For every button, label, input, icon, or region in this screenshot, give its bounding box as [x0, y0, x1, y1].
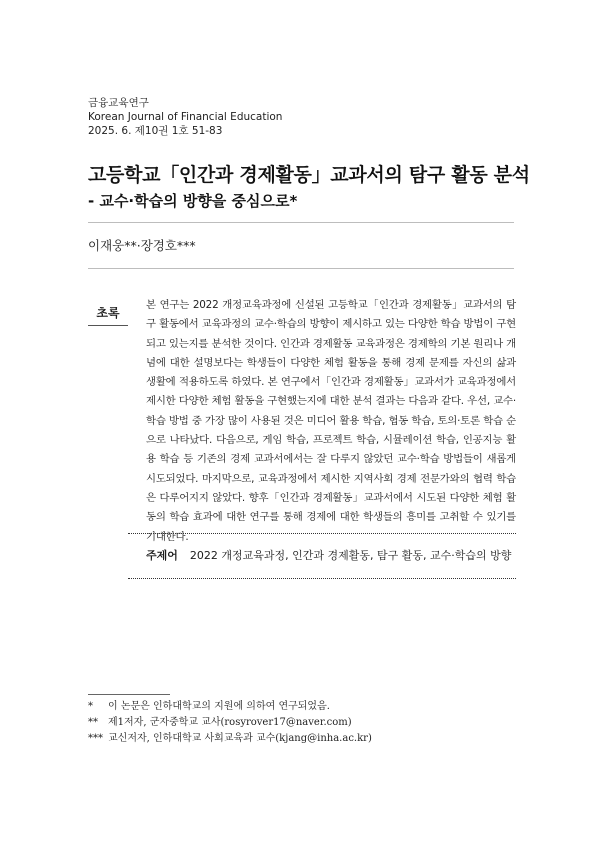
keywords-label: 주제어 [146, 549, 178, 562]
footnote-mark: * [88, 701, 93, 712]
journal-english-name: Korean Journal of Financial Education [88, 111, 283, 123]
keywords [146, 547, 511, 563]
divider-authors [88, 268, 514, 269]
footnote-rule [88, 694, 170, 695]
footnote-mark: *** [88, 733, 103, 744]
footnotes [88, 699, 372, 747]
footnote-text: 제1저자, 군자중학교 교사(rosyrover17@naver.com) [108, 717, 352, 728]
abstract-label-underline [88, 325, 128, 326]
footnote-mark: ** [88, 717, 98, 728]
footnote-item [88, 699, 372, 715]
keywords-divider-bottom [128, 578, 516, 579]
divider-top [88, 222, 514, 223]
footnote-text: 교신저자, 인하대학교 사회교육과 교수(kjang@inha.ac.kr) [108, 733, 372, 744]
journal-header [88, 96, 282, 138]
footnote-text: 이 논문은 인하대학교의 지원에 의하여 연구되었음. [108, 701, 330, 712]
article-title: 고등학교「인간과 경제활동」교과서의 탐구 활동 분석 [88, 164, 530, 186]
keywords-divider-top [128, 533, 516, 534]
article-subtitle: - 교수·학습의 방향을 중심으로* [88, 192, 298, 210]
footnote-item [88, 731, 372, 747]
footnote-item [88, 715, 372, 731]
journal-korean-name: 금융교육연구 [88, 97, 149, 109]
keywords-text: 2022 개정교육과정, 인간과 경제활동, 탐구 활동, 교수·학습의 방향 [189, 549, 512, 562]
abstract-text: 본 연구는 2022 개정교육과정에 신설된 고등학교「인간과 경제활동」교과서의 탐구 활동에서 교육과정의 교수·학습의 방향이 제시하고 있는 다양한 학습 방법이 구현되고 있는지를 분석한 것이다. 인간과 경제활동 교육과정은 경제학의 기본 원리나 개념에 대한 설명보다는 학생들이 다양한 체험 활동을 통해 경제 문제를 자신의 삶과 생활에 적용하도록 하였다. 본 연구에서「인간과 경제활동」교과서가 교육과정에서 제시한 다양한 체험 활동을 구현했는지에 대한 분석 결과는 다음과 같다. 우선, 교수·학습 방법 중 가장 많이 사용된 것은 미디어 활용 학습, 협동 학습, 토의·토론 학습 순으로 나타났다. 다음으로, 게임 학습, 프로젝트 학습, 시뮬레이션 학습, 인공지능 활용 학습 등 기존의 경제 교과서에서는 잘 다루지 않았던 교수·학습 방법들이 새롭게 시도되었다. 마지막으로, 교육과정에서 제시한 지역사회 경제 전문가와의 협력 학습은 다루어지지 않았다. 향후「인간과 경제활동」교과서에서 시도된 다양한 체험 활동의 학습 효과에 대한 연구를 통해 경제에 대한 학생들의 흥미를 고취할 수 있기를 기대한다. [146, 299, 516, 543]
journal-issue: 2025. 6. 제10권 1호 51-83 [88, 125, 223, 137]
abstract-label: 초록 [96, 306, 120, 320]
authors: 이재웅**·장경호*** [88, 238, 196, 253]
